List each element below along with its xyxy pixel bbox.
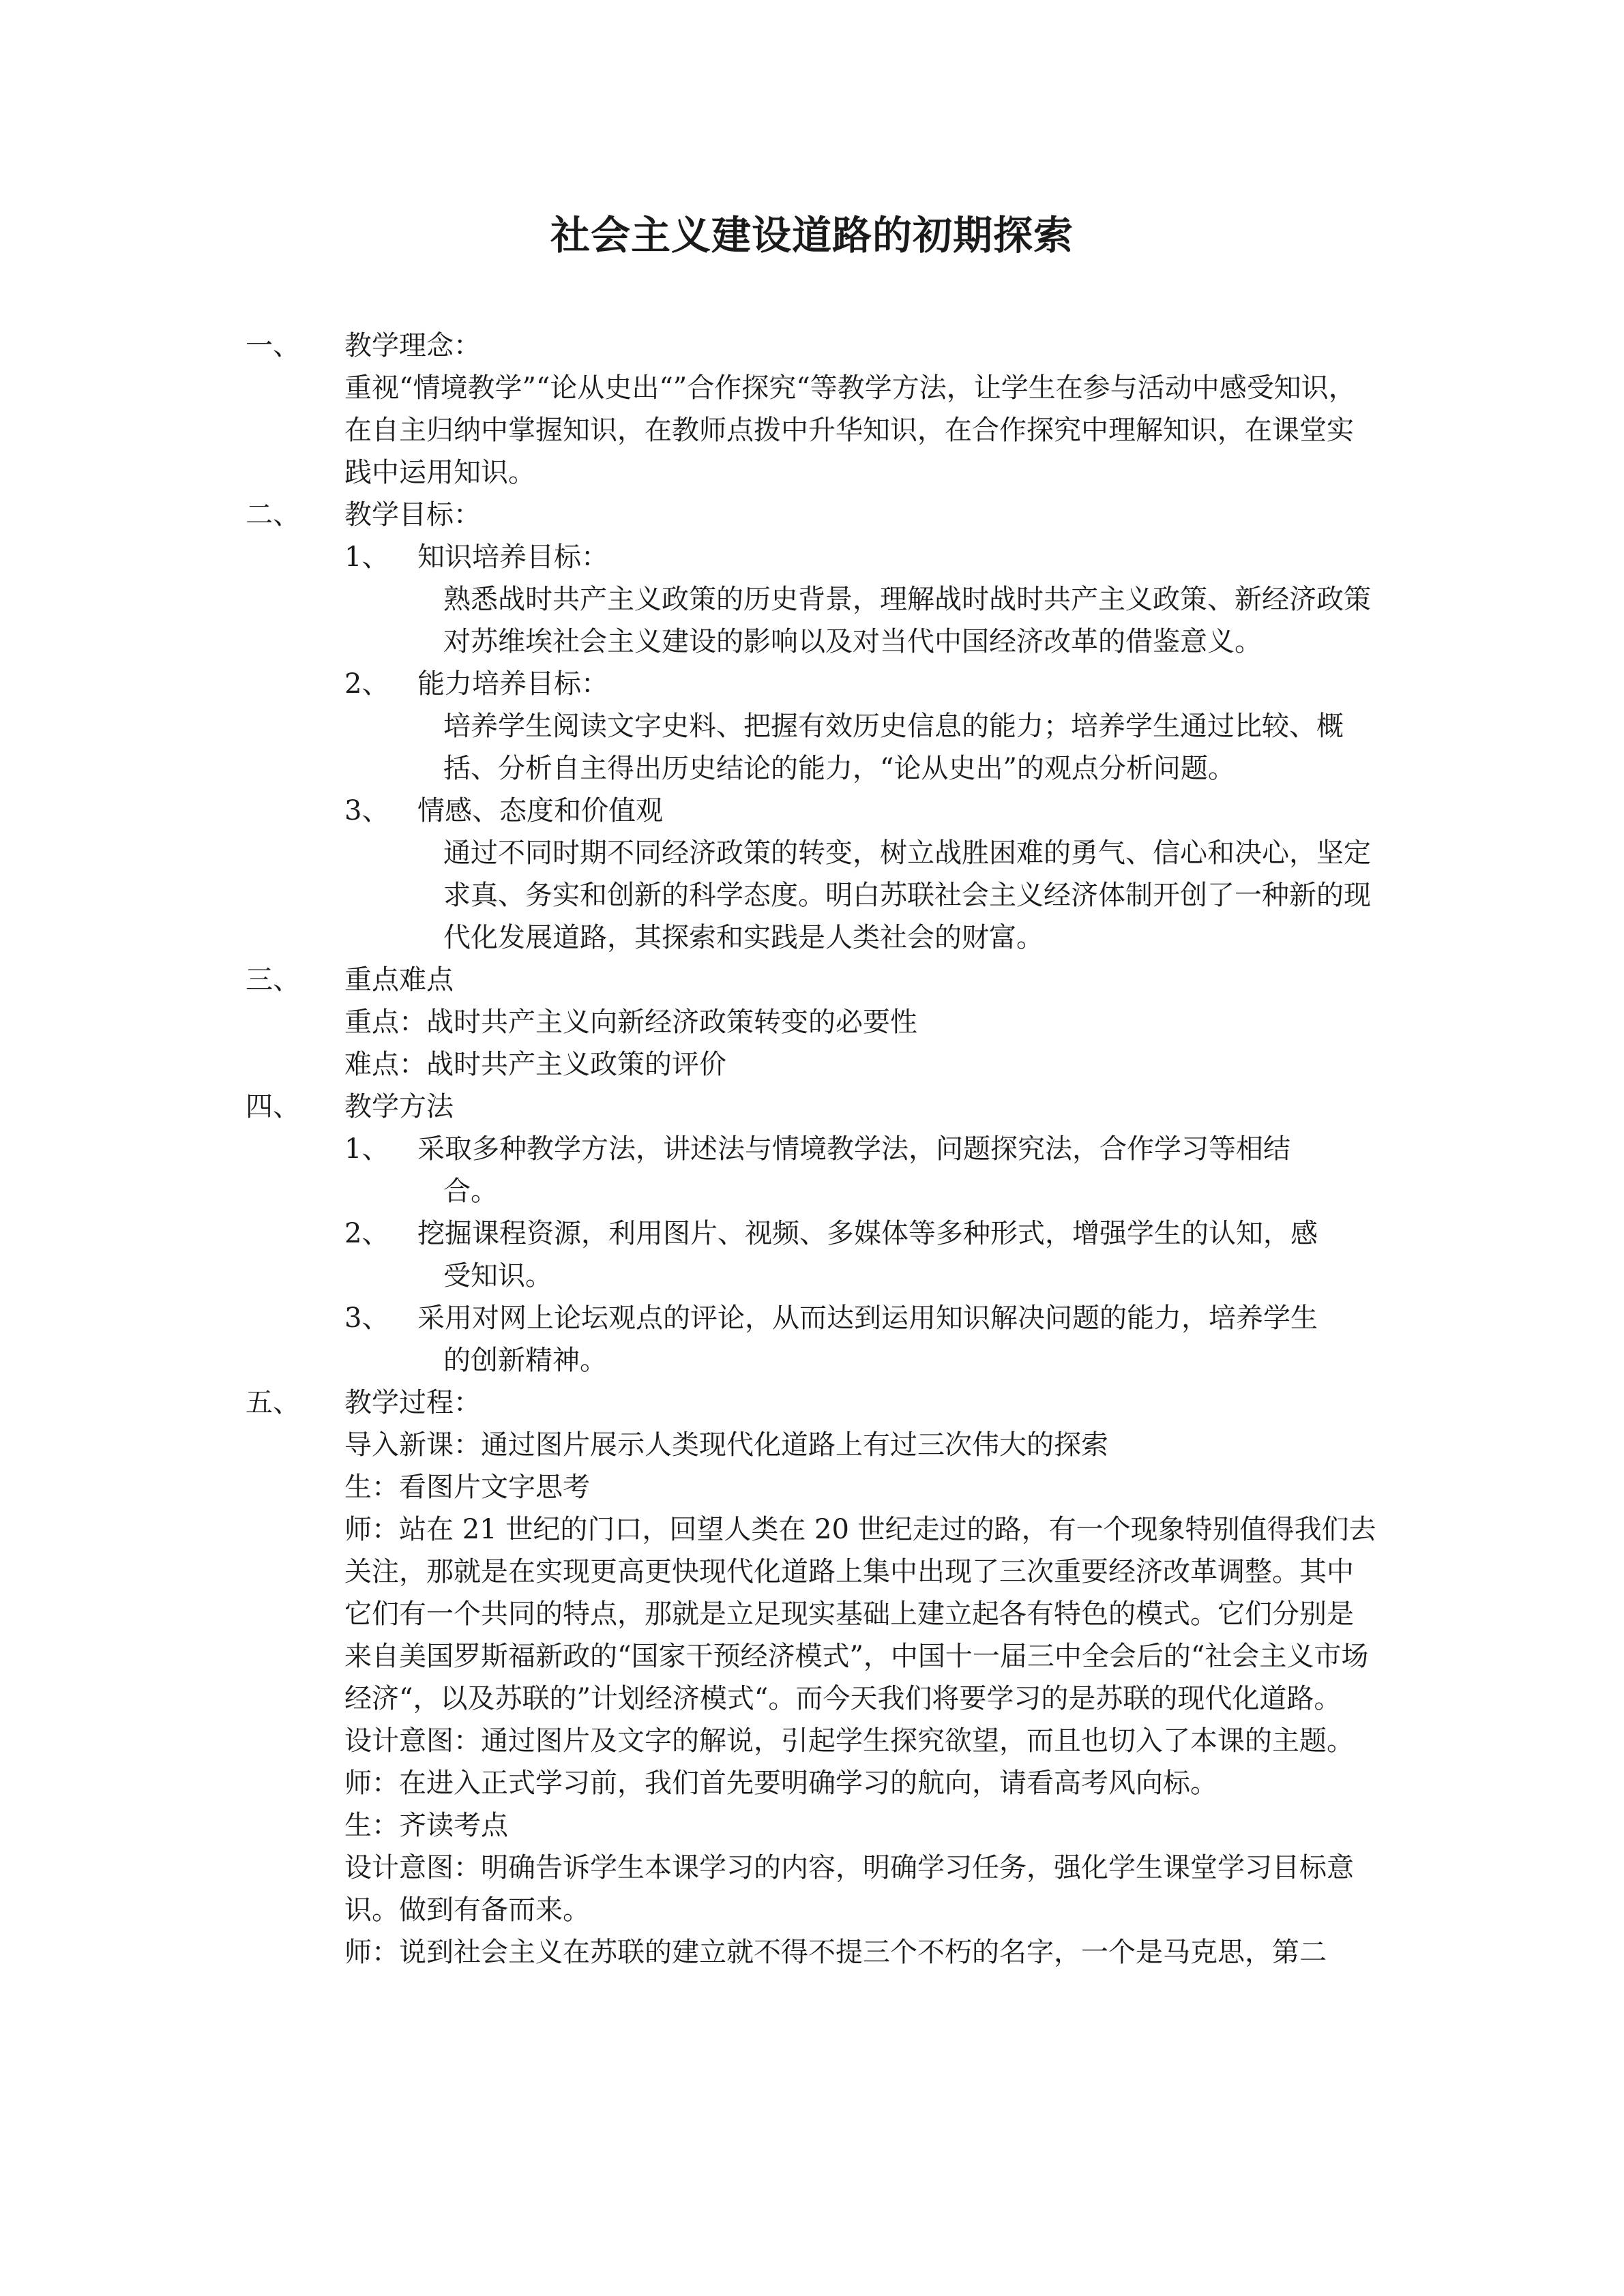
item-label: 情感、态度和价值观 bbox=[417, 795, 663, 826]
item-number: 1、 bbox=[344, 541, 389, 573]
item-number: 3、 bbox=[344, 1302, 389, 1334]
list-item bbox=[246, 790, 1378, 832]
section-number: 四、 bbox=[246, 1091, 300, 1122]
section-number: 二、 bbox=[246, 499, 300, 531]
section-title: 教学目标： bbox=[344, 499, 481, 531]
item-body: 培养学生阅读文字史料、把握有效历史信息的能力；培养学生通过比较、概括、分析自主得出历史结论的能力，“论从史出”的观点分析问题。 bbox=[443, 711, 1344, 784]
item-label: 知识培养目标： bbox=[417, 541, 608, 573]
paragraph: 师：在进入正式学习前，我们首先要明确学习的航向，请看高考风向标。 bbox=[344, 1768, 1217, 1799]
section-number: 五、 bbox=[246, 1387, 300, 1418]
item-body: 通过不同时期不同经济政策的转变，树立战胜困难的勇气、信心和决心，坚定求真、务实和创新的科学态度。明白苏联社会主义经济体制开创了一种新的现代化发展道路，其探索和实践是人类社会的财富。 bbox=[443, 837, 1371, 953]
section-heading bbox=[246, 1086, 1378, 1128]
paragraph: 生：齐读考点 bbox=[344, 1810, 508, 1841]
paragraph: 重视“情境教学”“论从史出“”合作探究“等教学方法，让学生在参与活动中感受知识，在自主归纳中掌握知识，在教师点拨中升华知识，在合作探究中理解知识，在课堂实践中运用知识。 bbox=[344, 372, 1356, 488]
section-heading bbox=[246, 494, 1378, 536]
item-text-line: 的创新精神。 bbox=[443, 1345, 607, 1376]
paragraph: 师：说到社会主义在苏联的建立就不得不提三个不朽的名字，一个是马克思，第二 bbox=[344, 1937, 1327, 1968]
item-body: 熟悉战时共产主义政策的历史背景，理解战时战时共产主义政策、新经济政策对苏维埃社会主义建设的影响以及对当代中国经济改革的借鉴意义。 bbox=[443, 584, 1371, 657]
section-title: 教学过程： bbox=[344, 1387, 481, 1418]
list-item bbox=[246, 1128, 1378, 1212]
section-heading bbox=[246, 959, 1378, 1001]
paragraph: 导入新课：通过图片展示人类现代化道路上有过三次伟大的探索 bbox=[344, 1429, 1108, 1461]
section-number: 一、 bbox=[246, 330, 300, 361]
paragraph: 生：看图片文字思考 bbox=[344, 1472, 590, 1503]
paragraph: 重点：战时共产主义向新经济政策转变的必要性 bbox=[344, 1007, 917, 1038]
item-text-line: 采取多种教学方法，讲述法与情境教学法，问题探究法，合作学习等相结 bbox=[417, 1133, 1290, 1165]
list-item bbox=[246, 536, 1378, 578]
paragraph: 难点：战时共产主义政策的评价 bbox=[344, 1049, 726, 1080]
paragraph: 师：站在 21 世纪的门口，回望人类在 20 世纪走过的路，有一个现象特别值得我们去关注，那就是在实现更高更快现代化道路上集中出现了三次重要经济改革调整。其中它们有一个共同的特点，那就是立足现实基础上建立起各有特色的模式。它们分别是来自美国罗斯福新政的“国家干预经济模式”，中国十一届三中全会后的“社会主义市场经济“，以及苏联的”计划经济模式“。而今天我们将要学习的是苏联的现代化道路。 bbox=[344, 1514, 1376, 1714]
paragraph: 设计意图：通过图片及文字的解说，引起学生探究欲望，而且也切入了本课的主题。 bbox=[344, 1725, 1354, 1757]
paragraph: 设计意图：明确告诉学生本课学习的内容，明确学习任务，强化学生课堂学习目标意识。做到有备而来。 bbox=[344, 1852, 1354, 1926]
section-title: 教学方法 bbox=[344, 1091, 454, 1122]
document-title: 社会主义建设道路的初期探索 bbox=[550, 212, 1074, 258]
item-number: 2、 bbox=[344, 668, 389, 700]
list-item bbox=[246, 1212, 1378, 1297]
item-number: 2、 bbox=[344, 1218, 389, 1249]
item-text-line: 合。 bbox=[443, 1176, 498, 1207]
item-label: 能力培养目标： bbox=[417, 668, 608, 700]
item-text-line: 采用对网上论坛观点的评论，从而达到运用知识解决问题的能力，培养学生 bbox=[417, 1302, 1318, 1334]
item-text-line: 受知识。 bbox=[443, 1260, 552, 1292]
list-item bbox=[246, 1297, 1378, 1382]
list-item bbox=[246, 663, 1378, 705]
item-number: 3、 bbox=[344, 795, 389, 826]
document-body bbox=[246, 325, 1378, 1973]
item-text-line: 挖掘课程资源，利用图片、视频、多媒体等多种形式，增强学生的认知，感 bbox=[417, 1218, 1318, 1249]
section-title: 重点难点 bbox=[344, 964, 454, 996]
section-number: 三、 bbox=[246, 964, 300, 996]
section-heading bbox=[246, 325, 1378, 367]
section-title: 教学理念： bbox=[344, 330, 481, 361]
item-number: 1、 bbox=[344, 1133, 389, 1165]
section-heading bbox=[246, 1382, 1378, 1424]
